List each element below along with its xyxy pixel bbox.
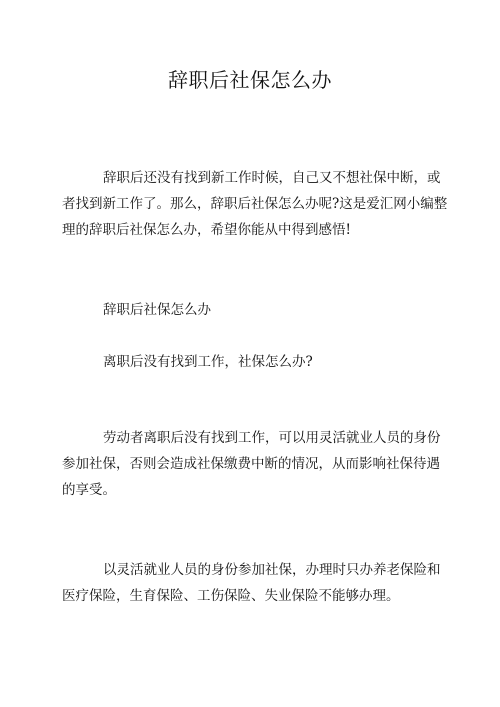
answer-paragraph: 劳动者离职后没有找到工作，可以用灵活就业人员的身份参加社保，否则会造成社保缴费中断的情况，从而影响社保待遇的享受。	[62, 429, 441, 498]
document-title: 辞职后社保怎么办	[168, 68, 332, 92]
intro-paragraph: 辞职后还没有找到新工作时候，自己又不想社保中断，或者找到新工作了。那么，辞职后社保怎么办呢?这是爱汇网小编整理的辞职后社保怎么办，希望你能从中得到感悟!	[62, 169, 448, 238]
section-heading: 辞职后社保怎么办	[103, 301, 211, 318]
insurance-paragraph: 以灵活就业人员的身份参加社保，办理时只办养老保险和医疗保险，生育保险、工伤保险、失业保险不能够办理。	[62, 561, 441, 604]
question-paragraph: 离职后没有找到工作，社保怎么办?	[103, 353, 313, 370]
